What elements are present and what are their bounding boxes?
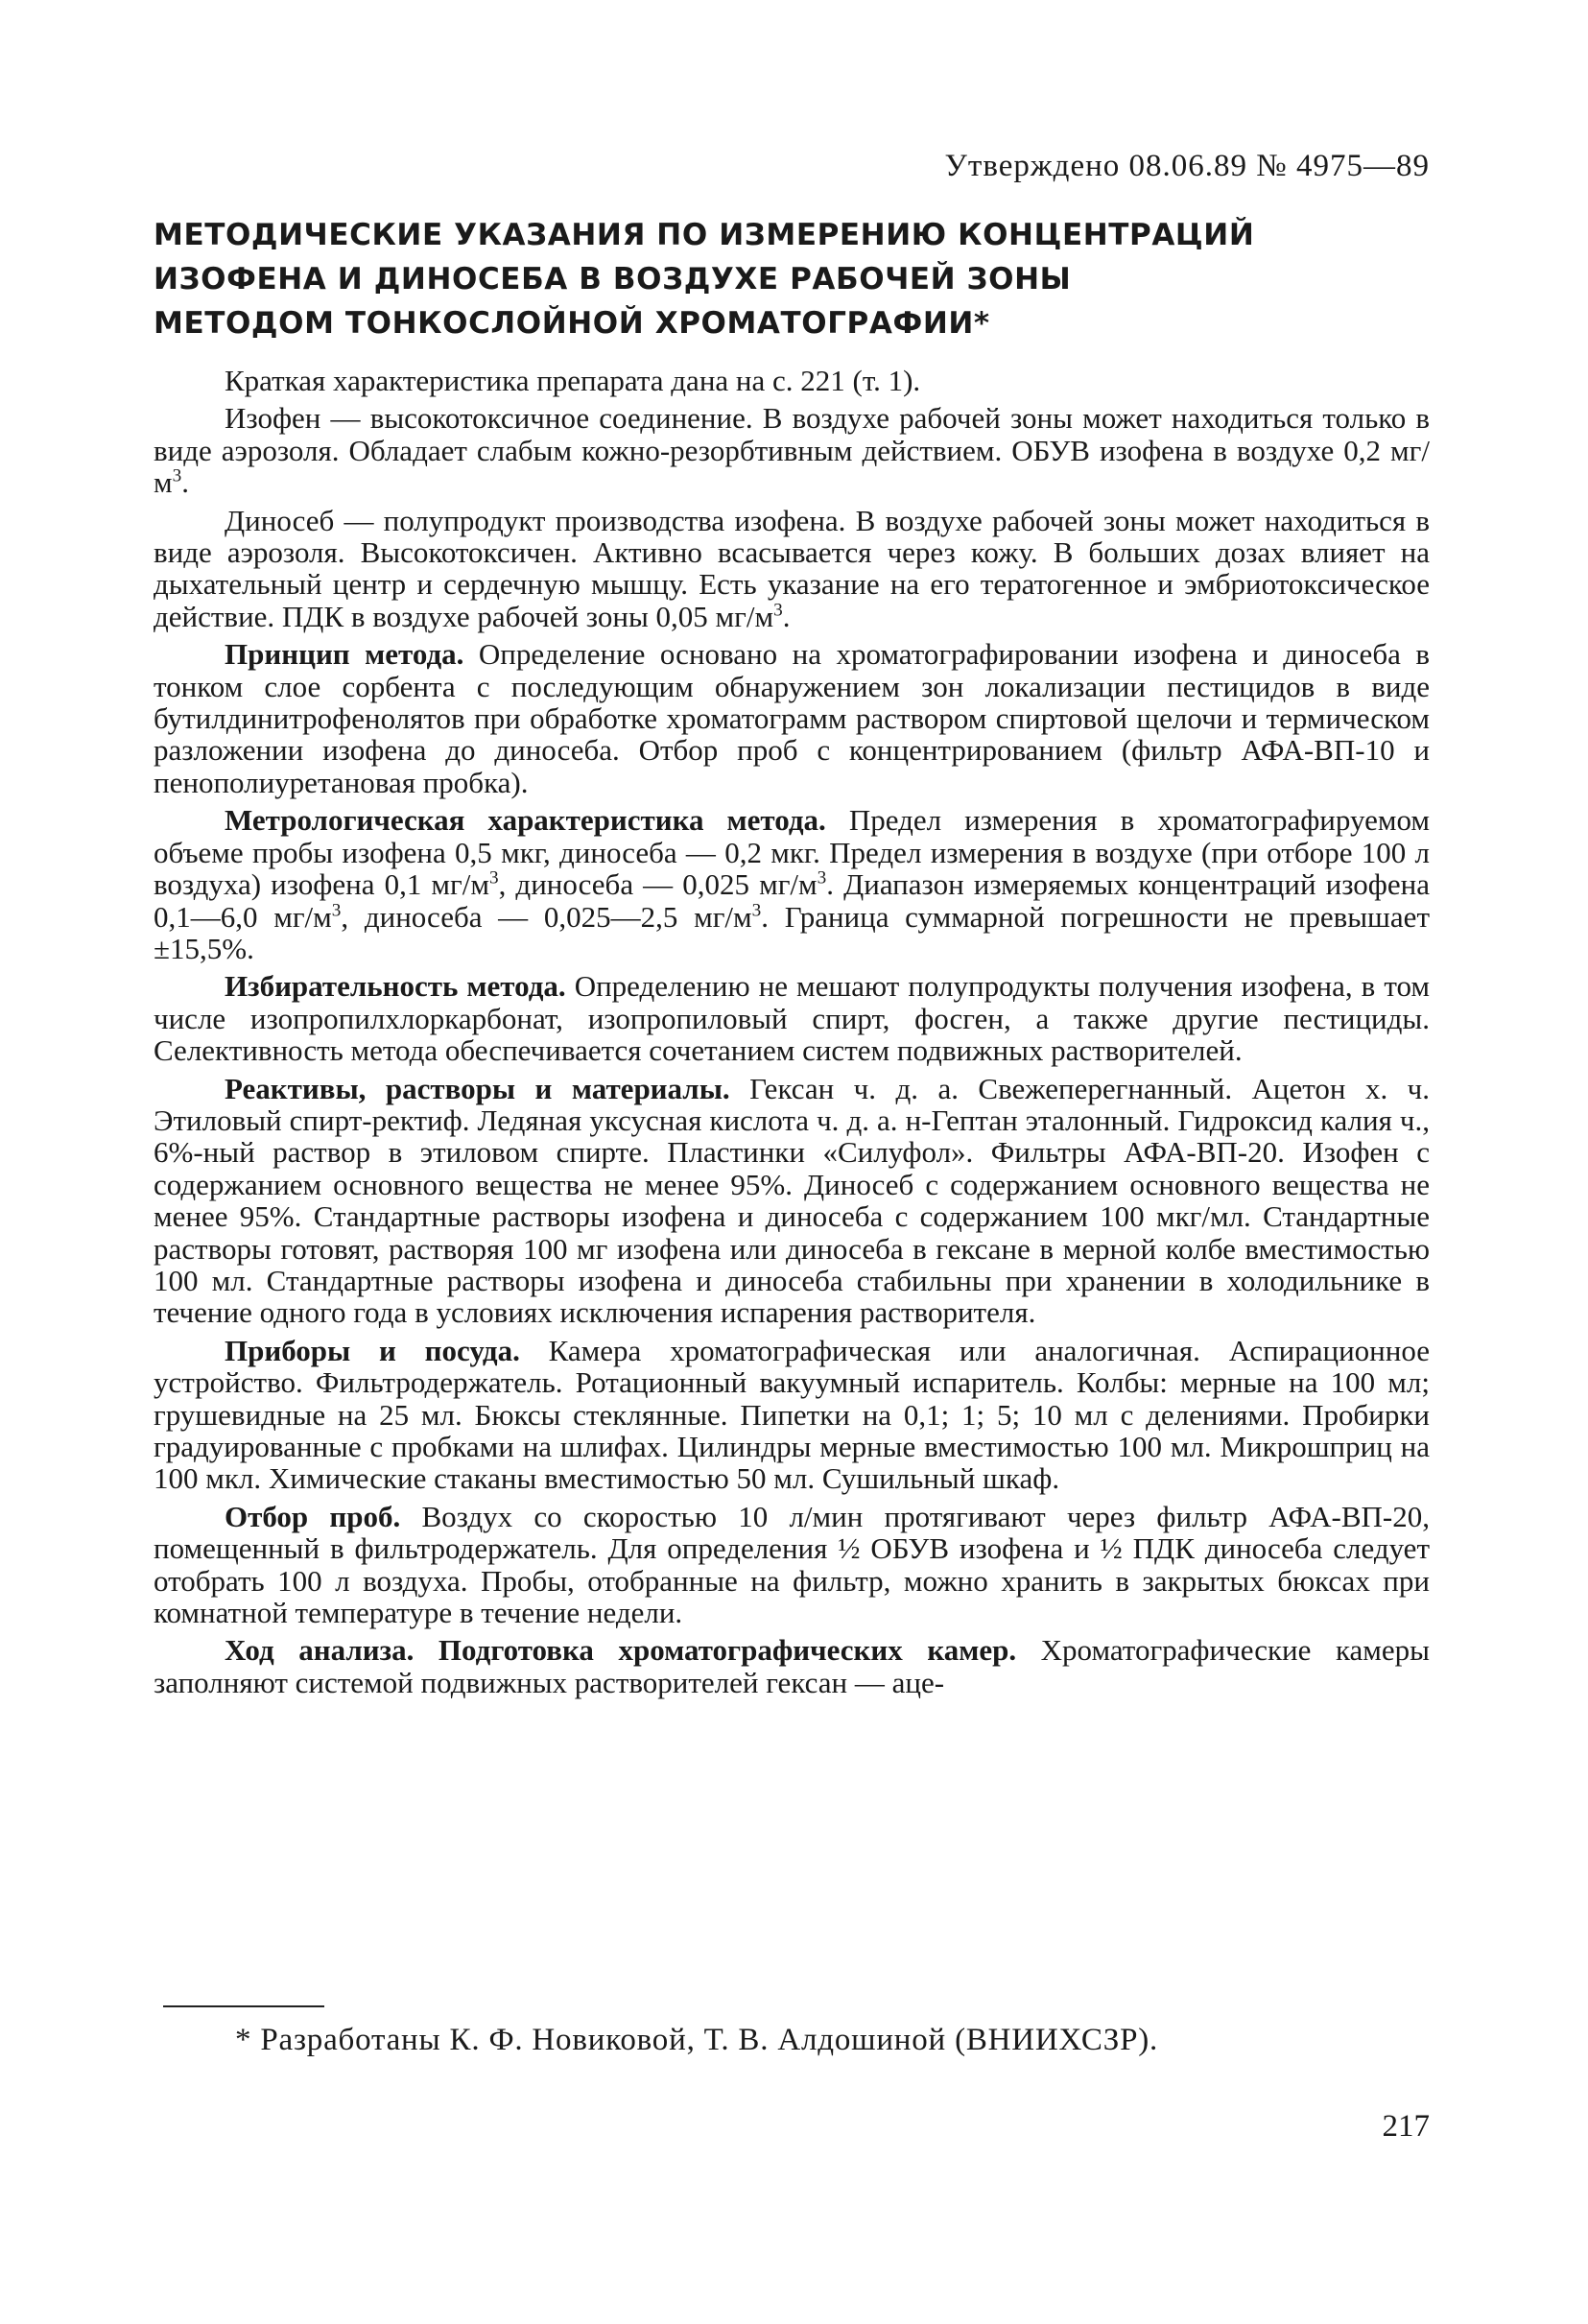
section-heading: Отбор проб.	[225, 1499, 401, 1533]
section-heading: Ход анализа. Подготовка хроматографических камер.	[225, 1633, 1017, 1668]
paragraph-metrology: Метрологическая характеристика метода. Предел измерения в хроматографируемом объеме пробы изофена 0,5 мкг, диносеба — 0,2 мкг. Предел измерения в воздухе (при отборе 100 л воздуха) изофена 0,1 $мг/м^3$, диносеба — 0,025 $мг/м^3$. Диапазон измеряемых концентраций изофена 0,1—6,0 $мг/м^3$, диносеба — 0,025—2,5 $мг/м^3$. Граница суммарной погрешности не превышает ±15,5%.	[154, 803, 1431, 965]
paragraph-summary: Краткая характеристика препарата дана на с. 221 (т. 1).	[225, 364, 921, 397]
title-line-1: МЕТОДИЧЕСКИЕ УКАЗАНИЯ ПО ИЗМЕРЕНИЮ КОНЦЕНТРАЦИЙ	[154, 218, 1255, 252]
title-line-2: ИЗОФЕНА И ДИНОСЕБА В ВОЗДУХЕ РАБОЧЕЙ ЗОНЫ	[154, 262, 1072, 296]
paragraph-equipment: Приборы и посуда. Камера хроматографическая или аналогичная. Аспирационное устройство. Фильтродержатель. Ротационный вакуумный испаритель. Колбы: мерные на 100 мл; грушевидные на 25 мл. Бюксы стеклянные. Пипетки на 0,1; 1; 5; 10 мл с делениями. Пробирки градуированные с пробками на шлифах. Цилиндры мерные вместимостью 100 мл. Микрошприц на 100 мкл. Химические стаканы вместимостью 50 мл. Сушильный шкаф.	[154, 1333, 1431, 1496]
footnote-divider	[163, 2005, 324, 2007]
approval-line: Утверждено 08.06.89 № 4975—89	[944, 149, 1430, 183]
section-heading: Реактивы, растворы и материалы.	[225, 1071, 730, 1105]
document-page	[154, 0, 1430, 2324]
footnote: * Разработаны К. Ф. Новиковой, Т. В. Алдошиной (ВНИИХСЗР).	[235, 2023, 1159, 2057]
document-title	[154, 213, 1305, 345]
body-text	[154, 365, 1430, 1704]
section-heading: Принцип метода.	[225, 637, 464, 672]
section-heading: Метрологическая характеристика метода.	[225, 803, 826, 838]
paragraph-method-principle: Принцип метода. Определение основано на хроматографировании изофена и диносеба в тонком слое сорбента с последующим обнаружением зон локализации пестицидов в виде бутилдинитрофенолятов при обработке хроматограмм раствором спиртовой щелочи и термическом разложении изофена до диносеба. Отбор проб с концентрированием (фильтр АФА-ВП-10 и пенополиуретановая пробка).	[154, 637, 1430, 799]
paragraph-analysis: Ход анализа. Подготовка хроматографических камер. Хроматографические камеры заполняют системой подвижных растворителей гексан — аце-	[154, 1633, 1431, 1699]
section-heading: Приборы и посуда.	[225, 1333, 520, 1367]
title-line-3: МЕТОДОМ ТОНКОСЛОЙНОЙ ХРОМАТОГРАФИИ*	[154, 306, 990, 341]
page-number: 217	[1382, 2109, 1430, 2144]
paragraph-reagents: Реактивы, растворы и материалы. Гексан ч. д. а. Свежеперегнанный. Ацетон х. ч. Этиловый спирт-ректиф. Ледяная уксусная кислота ч. д. а. н-Гептан эталонный. Гидроксид калия ч., 6%-ный раствор в этиловом спирте. Пластинки «Силуфол». Фильтры АФА-ВП-20. Изофен с содержанием основного вещества не менее 95%. Диносеб с содержанием основного вещества не менее 95%. Стандартные растворы изофена и диносеба с содержанием 100 мкг/мл. Стандартные растворы готовят, растворяя 100 мг изофена или диносеба в гексане в мерной колбе вместимостью 100 мл. Стандартные растворы изофена и диносеба стабильны при хранении в холодильнике в течение одного года в условиях исключения испарения растворителя.	[154, 1071, 1430, 1330]
paragraph-izofen: Изофен — высокотоксичное соединение. В воздухе рабочей зоны может находиться только в виде аэрозоля. Обладает слабым кожно-резорбтивным действием. ОБУВ изофена в воздухе 0,2 $мг/м^3$.	[154, 401, 1430, 500]
paragraph-sampling: Отбор проб. Воздух со скоростью 10 л/мин протягивают через фильтр АФА-ВП-20, помещенный в фильтродержатель. Для определения ½ ОБУВ изофена и ½ ПДК диносеба следует отобрать 100 л воздуха. Пробы, отобранные на фильтр, можно хранить в закрытых бюксах при комнатной температуре в течение недели.	[154, 1499, 1430, 1630]
paragraph-selectivity: Избирательность метода. Определению не мешают полупродукты получения изофена, в том числе изопропилхлоркарбонат, изопропиловый спирт, фосген, а также другие пестициды. Селективность метода обеспечивается сочетанием систем подвижных растворителей.	[154, 969, 1430, 1068]
section-heading: Избирательность метода.	[225, 969, 566, 1004]
paragraph-dinoseb: Диносеб — полупродукт производства изофена. В воздухе рабочей зоны может находиться в виде аэрозоля. Высокотоксичен. Активно всасывается через кожу. В больших дозах влияет на дыхательный центр и сердечную мышцу. Есть указание на его тератогенное и эмбриотоксическое действие. ПДК в воздухе рабочей зоны 0,05 $мг/м^3$.	[154, 503, 1430, 633]
